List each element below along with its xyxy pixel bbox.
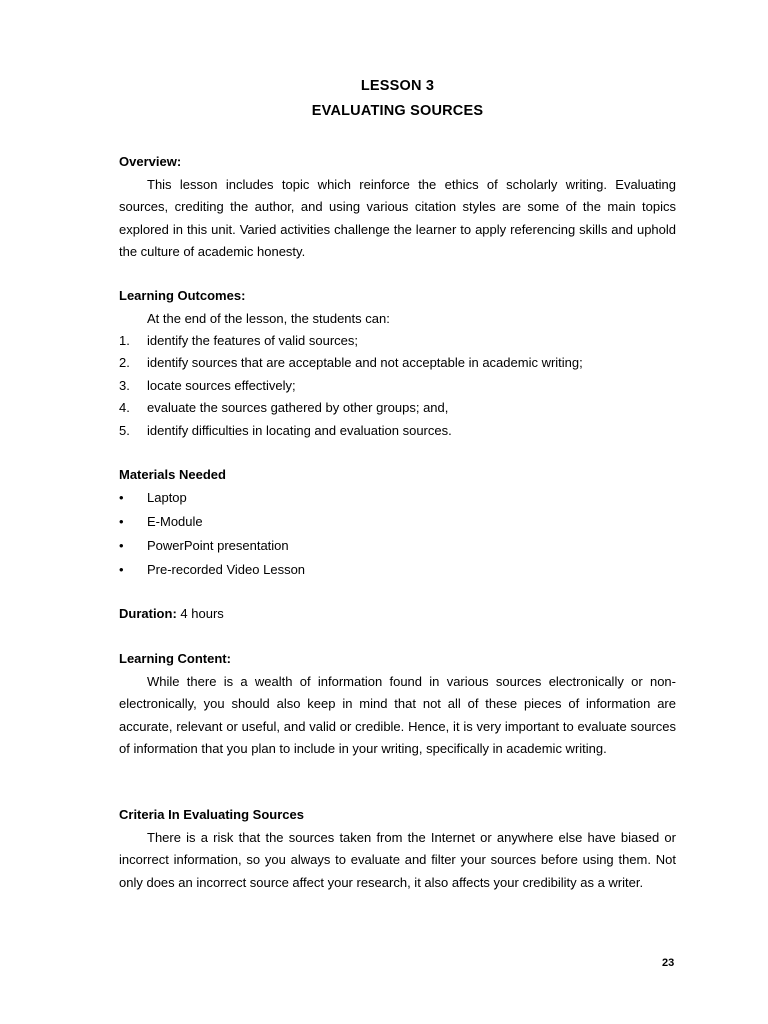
material-text: PowerPoint presentation: [147, 538, 289, 553]
outcome-item: [119, 378, 676, 400]
material-item: [119, 514, 676, 536]
criteria-heading: Criteria In Evaluating Sources: [119, 807, 304, 822]
outcome-item: [119, 333, 676, 355]
outcome-marker: 1.: [119, 333, 130, 348]
learning-content-heading: Learning Content:: [119, 651, 231, 666]
outcome-marker: 2.: [119, 355, 130, 370]
material-item: [119, 538, 676, 560]
duration-label: Duration:: [119, 606, 177, 621]
outcome-text: identify the features of valid sources;: [147, 333, 359, 348]
outcome-text: evaluate the sources gathered by other groups; and,: [147, 400, 449, 415]
outcome-marker: 4.: [119, 400, 130, 415]
duration-value: 4 hours: [180, 606, 224, 621]
overview-paragraph: This lesson includes topic which reinforce the ethics of scholarly writing. Evaluating sources, crediting the author, and using various citation styles are some of the main topics explored in this unit. Varied activities challenge the learner to apply referencing skills and uphold the culture of academic honesty.: [119, 177, 676, 259]
material-text: Pre-recorded Video Lesson: [147, 562, 306, 577]
outcome-text: locate sources effectively;: [147, 378, 296, 393]
material-text: E-Module: [147, 514, 203, 529]
material-item: [119, 562, 676, 584]
page-number: 23: [662, 957, 675, 969]
material-text: Laptop: [147, 490, 187, 505]
criteria-paragraph: There is a risk that the sources taken from the Internet or anywhere else have biased or incorrect information, so you always to evaluate and filter your sources before using them. Not only does an incorrect source affect your research, it also affects your credibility as a writer.: [119, 830, 676, 890]
bullet-icon: •: [119, 514, 124, 529]
learning-content-paragraph: While there is a wealth of information found in various sources electronically or non-electronically, you should also keep in mind that not all of these pieces of information are accurate, relevant or useful, and valid or credible. Hence, it is very important to evaluate sources of information that you plan to include in your writing, specifically in academic writing.: [119, 674, 676, 756]
material-item: [119, 490, 676, 512]
outcome-text: identify difficulties in locating and evaluation sources.: [147, 423, 452, 438]
learning-outcomes-intro: At the end of the lesson, the students can:: [147, 311, 390, 326]
duration: [119, 606, 224, 621]
lesson-title: EVALUATING SOURCES: [311, 103, 484, 119]
lesson-number: LESSON 3: [360, 78, 435, 94]
outcome-item: [119, 423, 676, 445]
outcome-item: [119, 355, 676, 377]
bullet-icon: •: [119, 538, 124, 553]
outcome-text: identify sources that are acceptable and not acceptable in academic writing;: [147, 355, 583, 370]
bullet-icon: •: [119, 562, 124, 577]
materials-heading: Materials Needed: [119, 467, 226, 482]
outcome-marker: 5.: [119, 423, 130, 438]
outcome-item: [119, 400, 676, 422]
learning-outcomes-heading: Learning Outcomes:: [119, 288, 246, 303]
overview-heading: Overview:: [119, 154, 182, 169]
bullet-icon: •: [119, 490, 124, 505]
outcome-marker: 3.: [119, 378, 130, 393]
